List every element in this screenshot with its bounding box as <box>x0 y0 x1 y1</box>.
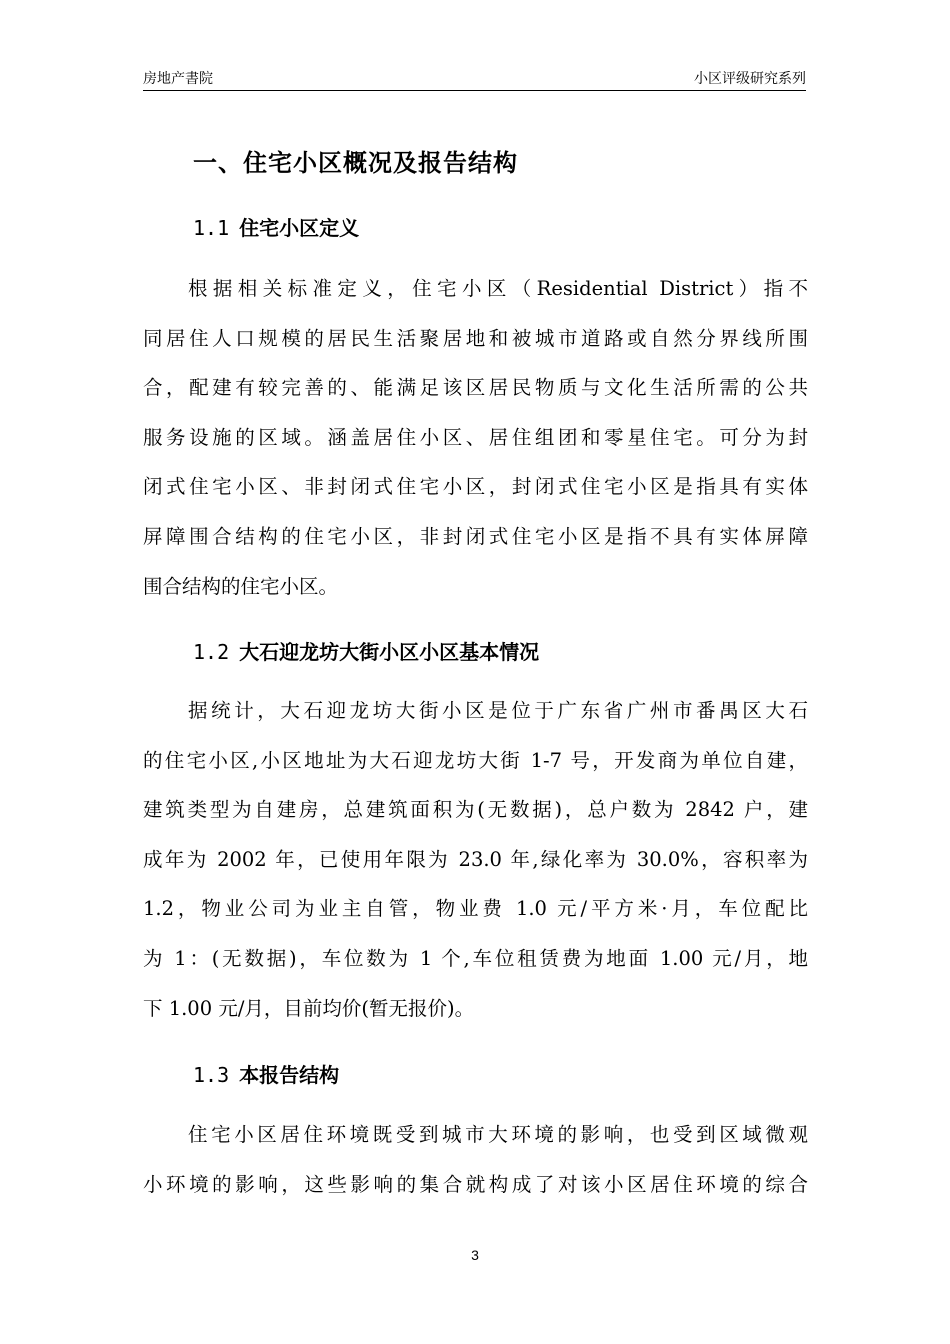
paragraph-line: 闭式住宅小区、非封闭式住宅小区，封闭式住宅小区是指具有实体 <box>143 475 808 499</box>
paragraph-line: 根据相关标准定义，住宅小区（Residential District）指不 <box>188 277 808 300</box>
section-title: 大石迎龙坊大街小区小区基本情况 <box>239 640 540 664</box>
paragraph-line: 成年为 2002 年，已使用年限为 23.0 年,绿化率为 30.0%，容积率为 <box>143 847 808 871</box>
section-1-3-paragraph <box>143 1110 808 1209</box>
section-number: 1.2 <box>193 640 230 664</box>
paragraph-line: 的住宅小区,小区地址为大石迎龙坊大街 1-7 号，开发商为单位自建， <box>143 748 808 772</box>
section-number: 1.1 <box>193 216 230 240</box>
chapter-title: 一、住宅小区概况及报告结构 <box>193 149 518 177</box>
page-header <box>143 68 806 91</box>
page-number: 3 <box>471 1247 479 1263</box>
paragraph-line: 据统计，大石迎龙坊大街小区是位于广东省广州市番禺区大石 <box>188 699 808 722</box>
paragraph-line: 同居住人口规模的居民生活聚居地和被城市道路或自然分界线所围 <box>143 326 808 350</box>
header-publisher: 房地产書院 <box>143 71 213 87</box>
paragraph-line: 住宅小区居住环境既受到城市大环境的影响，也受到区域微观 <box>188 1123 808 1146</box>
paragraph-line: 服务设施的区域。涵盖居住小区、居住组团和零星住宅。可分为封 <box>143 425 808 449</box>
section-heading-1-3 <box>193 1059 339 1088</box>
paragraph-line: 屏障围合结构的住宅小区，非封闭式住宅小区是指不具有实体屏障 <box>143 524 808 548</box>
header-series-title: 小区评级研究系列 <box>694 71 806 87</box>
paragraph-line: 1.2，物业公司为业主自管，物业费 1.0 元/平方米·月，车位配比 <box>143 897 808 921</box>
section-title: 住宅小区定义 <box>239 216 360 240</box>
section-1-2-paragraph <box>143 686 808 1033</box>
paragraph-line: 建筑类型为自建房，总建筑面积为(无数据)，总户数为 2842 户，建 <box>143 798 808 822</box>
section-title: 本报告结构 <box>239 1063 340 1087</box>
paragraph-line: 小环境的影响，这些影响的集合就构成了对该小区居住环境的综合 <box>143 1172 808 1196</box>
paragraph-line: 围合结构的住宅小区。 <box>143 574 339 598</box>
section-1-1-paragraph <box>143 264 808 611</box>
section-number: 1.3 <box>193 1063 230 1087</box>
paragraph-line: 合，配建有较完善的、能满足该区居民物质与文化生活所需的公共 <box>143 376 808 400</box>
paragraph-line: 下 1.00 元/月，目前均价(暂无报价)。 <box>143 996 475 1020</box>
paragraph-line: 为 1：(无数据)，车位数为 1 个,车位租赁费为地面 1.00 元/月，地 <box>143 946 808 970</box>
section-heading-1-2 <box>193 636 539 665</box>
section-heading-1-1 <box>193 212 359 241</box>
